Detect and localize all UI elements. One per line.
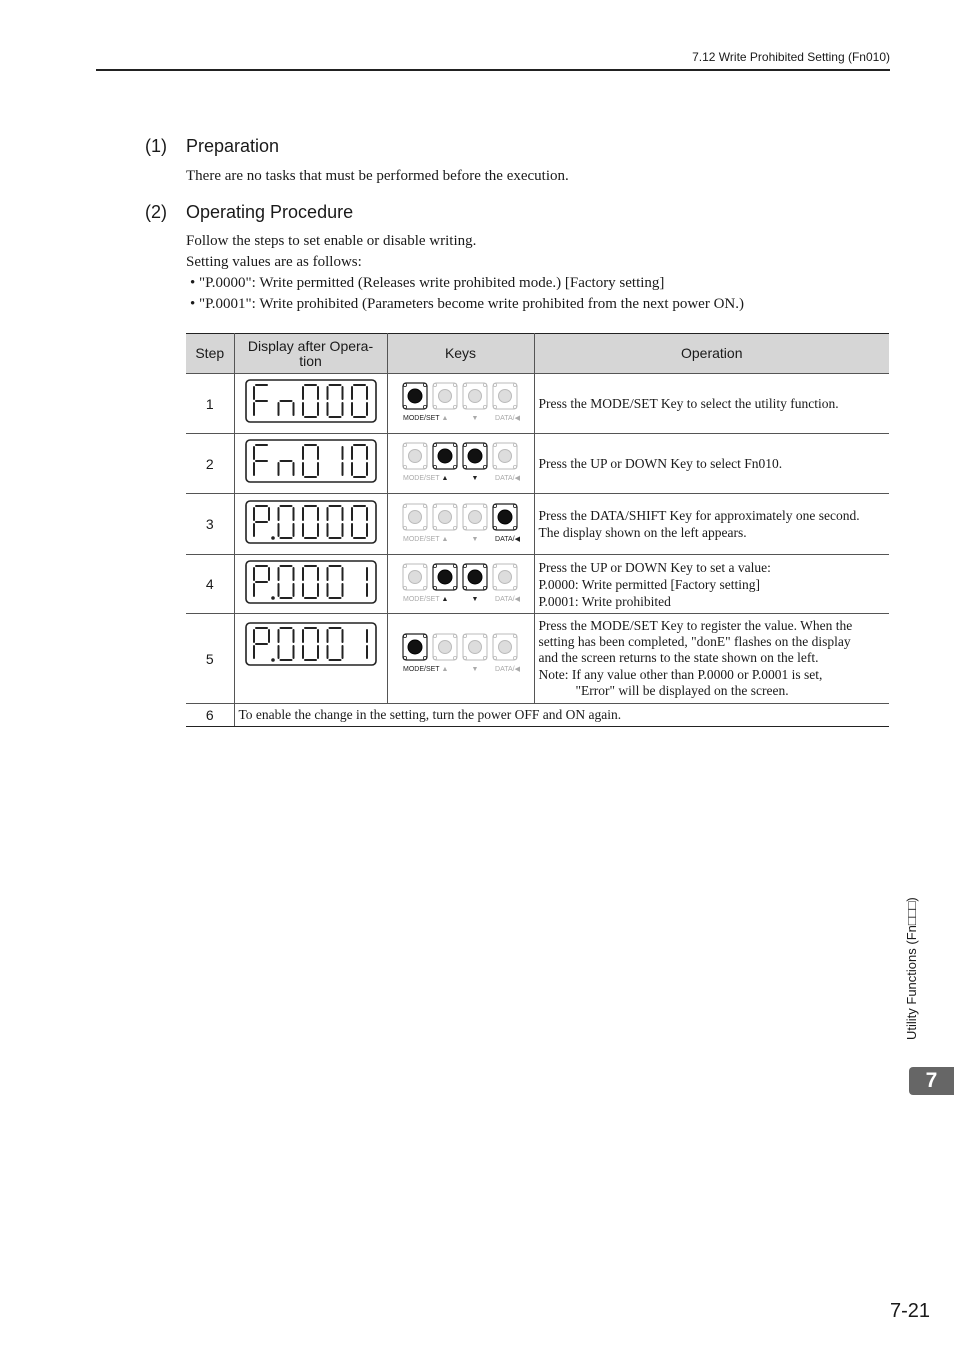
bullet-item: • "P.0001": Write prohibited (Parameters become write prohibited from the next power ON.) xyxy=(190,296,744,312)
key-panel xyxy=(387,374,534,434)
key-panel xyxy=(387,555,534,614)
header-line: Display after Opera- xyxy=(247,337,374,354)
col-header-operation: Operation xyxy=(534,334,889,374)
table-row xyxy=(186,434,889,494)
col-header-step: Step xyxy=(186,334,234,374)
display-digits xyxy=(245,622,377,666)
svg-text:DATA/◀: DATA/◀ xyxy=(494,666,520,673)
svg-text:MODE/SET: MODE/SET xyxy=(402,415,440,422)
operation-line: P.0001: Write prohibited xyxy=(538,593,671,609)
key-panel-graphic xyxy=(399,439,523,483)
svg-text:MODE/SET: MODE/SET xyxy=(402,666,440,673)
step-number: 3 xyxy=(186,494,234,555)
operation-line: Press the MODE/SET Key to select the utility function. xyxy=(538,396,839,411)
seven-seg-display xyxy=(234,374,387,434)
operation-cell xyxy=(534,614,889,704)
step-number: 2 xyxy=(186,434,234,494)
running-header: 7.12 Write Prohibited Setting (Fn010) xyxy=(692,50,890,64)
svg-text:▼: ▼ xyxy=(471,595,478,603)
header-line: tion xyxy=(299,352,322,369)
svg-text:▲: ▲ xyxy=(441,415,448,422)
section-title: Operating Procedure xyxy=(186,202,354,222)
svg-text:DATA/◀: DATA/◀ xyxy=(494,595,520,603)
step-number: 6 xyxy=(186,704,234,727)
svg-text:MODE/SET: MODE/SET xyxy=(402,535,440,543)
page-number: 7-21 xyxy=(889,1300,930,1322)
procedure-intro-1: Follow the steps to set enable or disable writing. xyxy=(186,233,477,249)
table-row-final xyxy=(186,704,889,727)
display-digits xyxy=(245,379,377,423)
operation-line: Press the UP or DOWN Key to select Fn010. xyxy=(538,456,783,471)
svg-text:DATA/◀: DATA/◀ xyxy=(494,415,520,422)
operation-line: Press the DATA/SHIFT Key for approximately one second. xyxy=(538,508,860,523)
svg-text:▼: ▼ xyxy=(471,535,478,543)
svg-text:▼: ▼ xyxy=(471,475,478,482)
display-digits xyxy=(245,500,377,544)
key-panel-graphic xyxy=(399,500,523,544)
svg-text:DATA/◀: DATA/◀ xyxy=(494,535,520,543)
step-number: 5 xyxy=(186,614,234,704)
key-panel xyxy=(387,494,534,555)
side-tab-text: Utility Functions (Fn□□□) xyxy=(904,897,919,1040)
section-number: (2) xyxy=(145,202,167,222)
svg-text:▲: ▲ xyxy=(441,535,448,543)
operation-line: Press the UP or DOWN Key to set a value: xyxy=(538,559,771,575)
procedure-intro-2: Setting values are as follows: xyxy=(186,254,362,270)
bullet-item: • "P.0000": Write permitted (Releases write prohibited mode.) [Factory setting] xyxy=(190,275,665,291)
seven-seg-display xyxy=(234,434,387,494)
operation-cell xyxy=(534,494,889,555)
operation-cell xyxy=(534,555,889,614)
procedure-table xyxy=(186,333,889,727)
header-rule xyxy=(96,69,890,71)
operation-line: setting has been completed, "donE" flashes on the display xyxy=(538,634,851,650)
svg-text:▲: ▲ xyxy=(441,595,448,603)
svg-text:▲: ▲ xyxy=(441,666,448,673)
operation-line: P.0000: Write permitted [Factory setting] xyxy=(538,576,761,592)
preparation-text: There are no tasks that must be performed before the execution. xyxy=(186,168,569,184)
operation-line: Note: If any value other than P.0000 or P.0001 is set, xyxy=(538,666,823,682)
table-row xyxy=(186,494,889,555)
col-header-display xyxy=(234,334,387,374)
section-title: Preparation xyxy=(186,136,280,156)
operation-line: and the screen returns to the state shown on the left. xyxy=(538,650,819,666)
seven-seg-display xyxy=(234,555,387,614)
key-panel-graphic xyxy=(399,560,523,604)
table-row xyxy=(186,555,889,614)
display-digits xyxy=(245,439,377,483)
display-digits xyxy=(245,560,377,604)
svg-text:DATA/◀: DATA/◀ xyxy=(494,475,520,482)
key-panel-graphic xyxy=(399,630,523,674)
step-number: 4 xyxy=(186,555,234,614)
table-header-row xyxy=(186,334,889,374)
key-panel xyxy=(387,614,534,704)
svg-text:MODE/SET: MODE/SET xyxy=(402,595,440,603)
table-row xyxy=(186,374,889,434)
key-panel-graphic xyxy=(399,379,523,423)
section-heading-preparation xyxy=(145,136,279,157)
svg-text:▼: ▼ xyxy=(471,666,478,673)
table-row xyxy=(186,614,889,704)
operation-line: The display shown on the left appears. xyxy=(538,525,747,540)
svg-text:MODE/SET: MODE/SET xyxy=(402,475,440,482)
svg-text:▼: ▼ xyxy=(471,415,478,422)
operation-cell xyxy=(534,374,889,434)
key-panel xyxy=(387,434,534,494)
seven-seg-display xyxy=(234,614,387,704)
seven-seg-display xyxy=(234,494,387,555)
operation-cell xyxy=(534,434,889,494)
section-number: (1) xyxy=(145,136,167,156)
operation-line: Press the MODE/SET Key to register the value. When the xyxy=(538,617,853,633)
final-step-text: To enable the change in the setting, turn the power OFF and ON again. xyxy=(234,704,889,727)
svg-text:▲: ▲ xyxy=(441,475,448,482)
chapter-tab: 7 xyxy=(909,1067,954,1095)
operation-line: "Error" will be displayed on the screen. xyxy=(575,682,789,698)
section-heading-procedure xyxy=(145,202,353,223)
col-header-keys: Keys xyxy=(387,334,534,374)
step-number: 1 xyxy=(186,374,234,434)
